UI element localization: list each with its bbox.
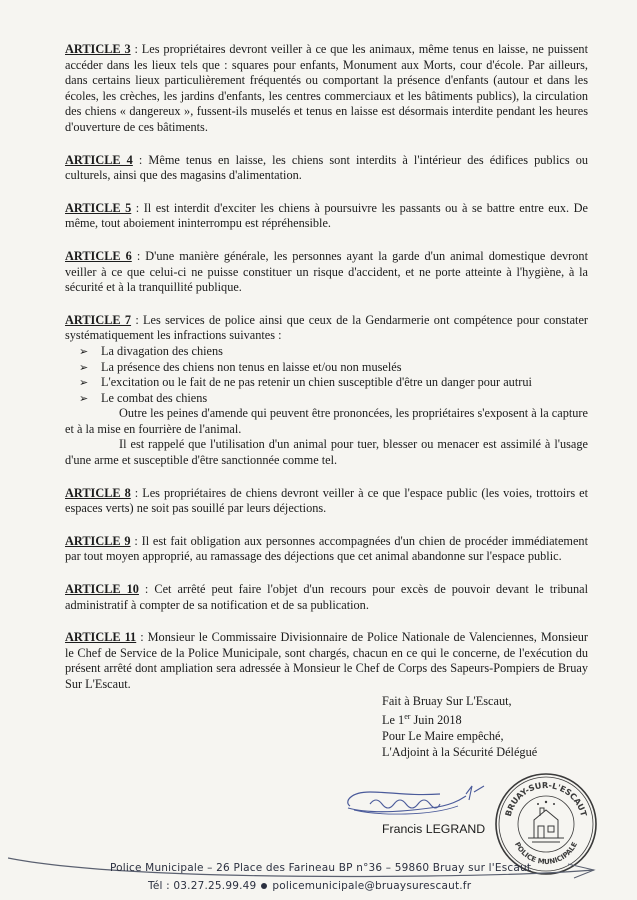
article-7-paragraph-1: Outre les peines d'amende qui peuvent être prononcées, les propriétaires s'exposent à la capture et à la mise en fourrière de l'animal.: [65, 406, 588, 436]
article-11-label: ARTICLE 11: [65, 630, 137, 645]
article-8-text: : Les propriétaires de chiens devront veiller à ce que l'espace public (les voies, trottoirs et espaces verts) ne soit pas souillé par leurs déjections.: [65, 485, 588, 516]
article-9: [65, 534, 588, 565]
footer-email: policemunicipale@bruaysurescaut.fr: [272, 880, 472, 892]
article-6-text: : D'une manière générale, les personnes ayant la garde d'un animal domestique devront veiller à ce que celui-ci ne puisse constituer un risque d'accident, et ne porte atteinte à l'hygiène, à la sécurité et à la tranquillité publique.: [65, 248, 588, 295]
article-10: [65, 582, 588, 613]
article-7-paragraph-2: Il est rappelé que l'utilisation d'un animal pour tuer, blesser ou menacer est assimilé à l'usage d'une arme et susceptible d'être sanctionnée comme tel.: [65, 437, 588, 468]
footer-phone: Tél : 03.27.25.99.49: [148, 880, 257, 892]
article-7: [65, 313, 588, 469]
list-item: ➢ L'excitation ou le fait de ne pas retenir un chien susceptible d'être un danger pour autrui: [79, 375, 588, 391]
signature-block: [382, 693, 582, 760]
seal-top-text: BRUAY-SUR-L'ESCAUT: [502, 779, 590, 818]
decree-body: [65, 42, 588, 710]
infraction-list: [65, 344, 588, 406]
article-7-text: : Les services de police ainsi que ceux de la Gendarmerie ont compétence pour constater systématiquement les infractions suivantes :: [65, 312, 589, 343]
list-item: ➢ Le combat des chiens: [79, 391, 588, 407]
signature-place: Fait à Bruay Sur L'Escaut,: [382, 694, 512, 708]
article-6-label: ARTICLE 6: [65, 248, 132, 263]
bullet-icon: [261, 883, 267, 889]
article-10-text: : Cet arrêté peut faire l'objet d'un recours pour excès de pouvoir devant le tribunal administratif à compter de sa notification et de sa publication.: [65, 582, 588, 612]
article-10-label: ARTICLE 10: [65, 582, 139, 597]
article-3-text: : Les propriétaires devront veiller à ce que les animaux, même tenus en laisse, ne puissent accéder dans les lieux tels que : squares pour enfants, Monument aux Morts, cour d'école. Par ailleurs, dans certains lieux particulièrement fréquentés ou comportant la présence d'enfants (autour et dans les écoles, les crèches, les jardins d'enfants, les centres commerciaux et les bâtiments publics), la circulation des chiens « dangereux », fussent-ils muselés et tenus en laisse est désormais interdite pendant les heures d'ouverture de ces bâtiments.: [65, 42, 588, 134]
footer-contact: [148, 880, 471, 892]
footer-address: Police Municipale – 26 Place des Farineau BP n°36 – 59860 Bruay sur l'Escaut: [110, 862, 532, 874]
signature-role: L'Adjoint à la Sécurité Délégué: [382, 745, 538, 760]
article-4-label: ARTICLE 4: [65, 152, 133, 167]
date-suffix: Juin 2018: [410, 713, 462, 728]
article-11-text: : Monsieur le Commissaire Divisionnaire de Police Nationale de Valenciennes, Monsieur le Chef de Service de la Police Municipale, sont chargés, chacun en ce qui le concerne, de l'exécution du présent arrêté dont ampliation sera adressée à Monsieur le Chef de Corps des Sapeurs-Pompiers de Bruay Sur L'Escaut.: [65, 630, 588, 691]
article-8-label: ARTICLE 8: [65, 485, 131, 500]
svg-text:BRUAY-SUR-L'ESCAUT: [503, 780, 589, 818]
list-item: ➢ La divagation des chiens: [79, 344, 588, 360]
article-5-label: ARTICLE 5: [65, 200, 132, 215]
article-3-label: ARTICLE 3: [65, 42, 131, 56]
seal-bottom-text: POLICE MUNICIPALE: [512, 840, 579, 867]
date-prefix: Le 1: [382, 713, 405, 728]
article-5-text: : Il est interdit d'exciter les chiens à poursuivre les passants ou à se battre entre eux. De même, tout aboiement ininterrompu est répréhensible.: [65, 200, 588, 231]
article-4: [65, 153, 588, 184]
signatory-name: Francis LEGRAND: [382, 822, 486, 836]
article-3: [65, 42, 588, 136]
article-7-label: ARTICLE 7: [65, 312, 132, 327]
handwritten-signature: [340, 782, 490, 822]
article-11: [65, 630, 588, 692]
signature-for-mayor: Pour Le Maire empêché,: [382, 729, 504, 744]
signature-date: [382, 709, 582, 728]
article-9-label: ARTICLE 9: [65, 533, 131, 548]
date-superscript: er: [404, 712, 411, 721]
article-9-text: : Il est fait obligation aux personnes accompagnées d'un chien de procéder immédiatement par tout moyen approprié, au ramassage des déjections que cet animal abandonne sur l'espace public.: [65, 533, 588, 564]
article-5: [65, 201, 588, 232]
article-8: [65, 486, 588, 517]
article-4-text: : Même tenus en laisse, les chiens sont interdits à l'intérieur des édifices publics ou culturels, ainsi que des magasins d'alimentation.: [65, 152, 588, 183]
article-6: [65, 249, 588, 296]
list-item: ➢ La présence des chiens non tenus en laisse et/ou non muselés: [79, 360, 588, 376]
